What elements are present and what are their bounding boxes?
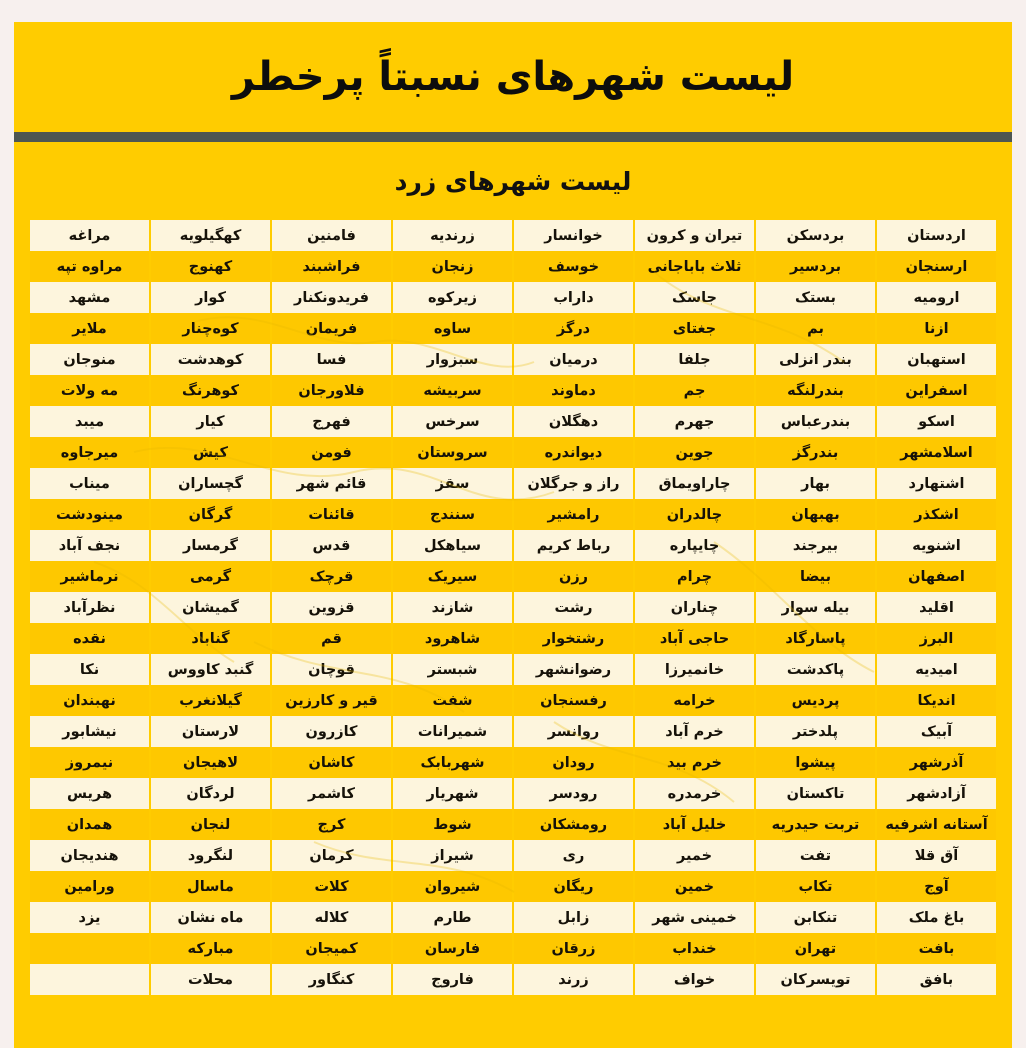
city-cell: ریگان [513, 871, 634, 902]
city-cell: ازنا [876, 313, 997, 344]
city-cell: سنندج [392, 499, 513, 530]
table-row [29, 220, 997, 251]
city-cell: رضوانشهر [513, 654, 634, 685]
city-cell: فسا [271, 344, 392, 375]
table-row [29, 344, 997, 375]
table-wrap [14, 220, 1012, 995]
city-cell: پلدختر [755, 716, 876, 747]
city-cell: کلاله [271, 902, 392, 933]
city-cell: پاکدشت [755, 654, 876, 685]
city-cell: قوچان [271, 654, 392, 685]
city-cell: خرم بید [634, 747, 755, 778]
city-cell: دماوند [513, 375, 634, 406]
city-cell: میناب [29, 468, 150, 499]
city-cell: روانسر [513, 716, 634, 747]
city-cell: بردسیر [755, 251, 876, 282]
city-cell: خنداب [634, 933, 755, 964]
city-cell: هندیجان [29, 840, 150, 871]
city-cell: شیراز [392, 840, 513, 871]
city-cell: شهریار [392, 778, 513, 809]
city-cell: یزد [29, 902, 150, 933]
city-cell: کازرون [271, 716, 392, 747]
city-cell: جهرم [634, 406, 755, 437]
city-cell: گنبد کاووس [150, 654, 271, 685]
city-cell: ساوه [392, 313, 513, 344]
city-cell: کوهرنگ [150, 375, 271, 406]
city-cell: کلات [271, 871, 392, 902]
city-cell: کوهدشت [150, 344, 271, 375]
city-cell: رشتخوار [513, 623, 634, 654]
city-cell: تویسرکان [755, 964, 876, 995]
city-cell: کاشمر [271, 778, 392, 809]
city-cell: اسکو [876, 406, 997, 437]
table-row [29, 251, 997, 282]
city-cell: قرچک [271, 561, 392, 592]
table-row [29, 809, 997, 840]
city-cell: نکا [29, 654, 150, 685]
city-cell: کنگاور [271, 964, 392, 995]
table-row [29, 561, 997, 592]
city-cell: جلفا [634, 344, 755, 375]
city-cell: لارستان [150, 716, 271, 747]
table-row [29, 313, 997, 344]
city-cell: درگز [513, 313, 634, 344]
city-cell: حاجی آباد [634, 623, 755, 654]
city-cell: سروستان [392, 437, 513, 468]
city-cell: قائم شهر [271, 468, 392, 499]
city-cell: مراوه تپه [29, 251, 150, 282]
city-cell: نظرآباد [29, 592, 150, 623]
city-cell: طارم [392, 902, 513, 933]
city-cell: نجف آباد [29, 530, 150, 561]
city-cell: استهبان [876, 344, 997, 375]
city-cell: قائنات [271, 499, 392, 530]
table-row [29, 592, 997, 623]
city-cell: فامنین [271, 220, 392, 251]
city-cell: کیار [150, 406, 271, 437]
title-area [14, 22, 1012, 132]
city-cell: لاهیجان [150, 747, 271, 778]
page-title: لیست شهرهای نسبتاً پرخطر [231, 54, 795, 100]
city-cell: فارسان [392, 933, 513, 964]
city-cell: شاهرود [392, 623, 513, 654]
city-cell: کوار [150, 282, 271, 313]
city-cell: البرز [876, 623, 997, 654]
table-row [29, 902, 997, 933]
city-cell: فریدونکنار [271, 282, 392, 313]
city-cell: اردستان [876, 220, 997, 251]
city-cell: مبارکه [150, 933, 271, 964]
city-cell: گمیشان [150, 592, 271, 623]
city-cell: شیروان [392, 871, 513, 902]
city-cell: نقده [29, 623, 150, 654]
city-cell: اشنویه [876, 530, 997, 561]
city-cell: فریمان [271, 313, 392, 344]
city-cell: هریس [29, 778, 150, 809]
table-row [29, 871, 997, 902]
table-row [29, 437, 997, 468]
table-row [29, 840, 997, 871]
city-cell: تکاب [755, 871, 876, 902]
city-cell: خوسف [513, 251, 634, 282]
city-cell: اندیکا [876, 685, 997, 716]
city-cell: فلاورجان [271, 375, 392, 406]
table-row [29, 747, 997, 778]
city-cell: زنجان [392, 251, 513, 282]
city-cell: فاروج [392, 964, 513, 995]
city-cell: منوجان [29, 344, 150, 375]
city-cell: بهبهان [755, 499, 876, 530]
city-cell: سرخس [392, 406, 513, 437]
city-cell: زرند [513, 964, 634, 995]
city-cell: بندر انزلی [755, 344, 876, 375]
city-cell: کهنوج [150, 251, 271, 282]
table-row [29, 933, 997, 964]
city-cell-empty [29, 933, 150, 964]
city-cell: بهار [755, 468, 876, 499]
city-cell: محلات [150, 964, 271, 995]
city-cell: قم [271, 623, 392, 654]
city-cell: سیریک [392, 561, 513, 592]
city-cell: چاراویماق [634, 468, 755, 499]
city-cell: رشت [513, 592, 634, 623]
city-cell: بندرعباس [755, 406, 876, 437]
city-cell: سیاهکل [392, 530, 513, 561]
city-cell: رفسنجان [513, 685, 634, 716]
city-cell: کهگیلویه [150, 220, 271, 251]
city-cell: نهبندان [29, 685, 150, 716]
city-cell: گرمسار [150, 530, 271, 561]
city-cell: شوط [392, 809, 513, 840]
city-cell: کیش [150, 437, 271, 468]
table-row [29, 499, 997, 530]
city-cell: پردیس [755, 685, 876, 716]
city-cell: اقلید [876, 592, 997, 623]
city-cell: کرمان [271, 840, 392, 871]
city-cell: جوین [634, 437, 755, 468]
city-table-body [29, 220, 997, 995]
table-row [29, 964, 997, 995]
city-cell: آستانه اشرفیه [876, 809, 997, 840]
city-cell: زرقان [513, 933, 634, 964]
city-cell: کرج [271, 809, 392, 840]
city-cell: ارسنجان [876, 251, 997, 282]
city-cell: بردسکن [755, 220, 876, 251]
city-cell: اسلامشهر [876, 437, 997, 468]
city-cell: سربیشه [392, 375, 513, 406]
city-cell: کوه‌چنار [150, 313, 271, 344]
poster-container [14, 22, 1012, 1048]
city-cell: مینودشت [29, 499, 150, 530]
city-cell: چرام [634, 561, 755, 592]
city-cell: تنکابن [755, 902, 876, 933]
table-row [29, 778, 997, 809]
city-cell: بستک [755, 282, 876, 313]
city-cell: لنجان [150, 809, 271, 840]
city-cell: ماسال [150, 871, 271, 902]
city-cell: امیدیه [876, 654, 997, 685]
divider-bar [14, 132, 1012, 142]
city-cell: تهران [755, 933, 876, 964]
city-cell: شازند [392, 592, 513, 623]
city-cell: دهگلان [513, 406, 634, 437]
city-cell: گناباد [150, 623, 271, 654]
city-cell: رزن [513, 561, 634, 592]
city-cell: آق قلا [876, 840, 997, 871]
city-cell: خانمیرزا [634, 654, 755, 685]
city-cell: زیرکوه [392, 282, 513, 313]
city-cell: نرماشیر [29, 561, 150, 592]
city-cell: مشهد [29, 282, 150, 313]
city-cell: چایپاره [634, 530, 755, 561]
city-list-table [28, 220, 998, 995]
city-cell: اصفهان [876, 561, 997, 592]
city-cell: جاسک [634, 282, 755, 313]
city-cell: پاسارگاد [755, 623, 876, 654]
city-cell: پیشوا [755, 747, 876, 778]
city-cell: اشتهارد [876, 468, 997, 499]
city-cell: زرندیه [392, 220, 513, 251]
city-cell: قیر و کارزین [271, 685, 392, 716]
city-cell: ثلاث باباجانی [634, 251, 755, 282]
city-cell: گرمی [150, 561, 271, 592]
city-cell: آذرشهر [876, 747, 997, 778]
section-subtitle: لیست شهرهای زرد [394, 166, 632, 196]
city-cell: خمینی شهر [634, 902, 755, 933]
city-cell: جم [634, 375, 755, 406]
city-cell: تیران و کرون [634, 220, 755, 251]
city-cell: شمیرانات [392, 716, 513, 747]
city-cell: خرامه [634, 685, 755, 716]
city-cell: ورامین [29, 871, 150, 902]
city-cell: ارومیه [876, 282, 997, 313]
city-cell: تفت [755, 840, 876, 871]
city-cell: آزادشهر [876, 778, 997, 809]
city-cell: مه ولات [29, 375, 150, 406]
table-row [29, 654, 997, 685]
city-cell: ری [513, 840, 634, 871]
city-cell: زابل [513, 902, 634, 933]
city-cell: خرم آباد [634, 716, 755, 747]
city-cell: فومن [271, 437, 392, 468]
city-cell: فراشبند [271, 251, 392, 282]
city-cell: گرگان [150, 499, 271, 530]
city-cell: شبستر [392, 654, 513, 685]
city-cell: خوانسار [513, 220, 634, 251]
city-cell: رباط کریم [513, 530, 634, 561]
city-cell: درمیان [513, 344, 634, 375]
city-cell: قزوین [271, 592, 392, 623]
city-cell: بندرگز [755, 437, 876, 468]
city-cell-empty [29, 964, 150, 995]
city-cell: دیواندره [513, 437, 634, 468]
city-cell: داراب [513, 282, 634, 313]
city-cell: ملایر [29, 313, 150, 344]
city-cell: بیله سوار [755, 592, 876, 623]
city-cell: لنگرود [150, 840, 271, 871]
table-row [29, 685, 997, 716]
subtitle-area [14, 142, 1012, 220]
city-cell: جغتای [634, 313, 755, 344]
city-cell: کاشان [271, 747, 392, 778]
city-cell: نیشابور [29, 716, 150, 747]
city-cell: گیلانغرب [150, 685, 271, 716]
city-cell: شهربابک [392, 747, 513, 778]
city-cell: آبیک [876, 716, 997, 747]
city-cell: کمیجان [271, 933, 392, 964]
city-cell: باغ ملک [876, 902, 997, 933]
city-cell: آوج [876, 871, 997, 902]
city-cell: بافق [876, 964, 997, 995]
city-cell: لردگان [150, 778, 271, 809]
city-cell: اسفراین [876, 375, 997, 406]
city-cell: ماه نشان [150, 902, 271, 933]
city-cell: نیمروز [29, 747, 150, 778]
city-cell: خواف [634, 964, 755, 995]
city-cell: بیضا [755, 561, 876, 592]
city-cell: بافت [876, 933, 997, 964]
city-cell: فهرج [271, 406, 392, 437]
table-row [29, 282, 997, 313]
city-cell: راز و جرگلان [513, 468, 634, 499]
city-cell: چناران [634, 592, 755, 623]
city-cell: گچساران [150, 468, 271, 499]
city-cell: خلیل آباد [634, 809, 755, 840]
city-cell: رودان [513, 747, 634, 778]
city-cell: اشکذر [876, 499, 997, 530]
city-cell: قدس [271, 530, 392, 561]
city-cell: میبد [29, 406, 150, 437]
table-row [29, 375, 997, 406]
city-cell: بم [755, 313, 876, 344]
table-row [29, 468, 997, 499]
table-row [29, 623, 997, 654]
city-cell: رومشکان [513, 809, 634, 840]
city-cell: خرمدره [634, 778, 755, 809]
city-cell: بیرجند [755, 530, 876, 561]
table-row [29, 530, 997, 561]
city-cell: رودسر [513, 778, 634, 809]
city-cell: شفت [392, 685, 513, 716]
city-cell: رامشیر [513, 499, 634, 530]
city-cell: تربت حیدریه [755, 809, 876, 840]
city-cell: میرجاوه [29, 437, 150, 468]
city-cell: تاکستان [755, 778, 876, 809]
city-cell: سقز [392, 468, 513, 499]
city-cell: همدان [29, 809, 150, 840]
city-cell: خمیر [634, 840, 755, 871]
table-row [29, 716, 997, 747]
city-cell: خمین [634, 871, 755, 902]
city-cell: بندرلنگه [755, 375, 876, 406]
city-cell: سبزوار [392, 344, 513, 375]
table-row [29, 406, 997, 437]
city-cell: چالدران [634, 499, 755, 530]
city-cell: مراغه [29, 220, 150, 251]
